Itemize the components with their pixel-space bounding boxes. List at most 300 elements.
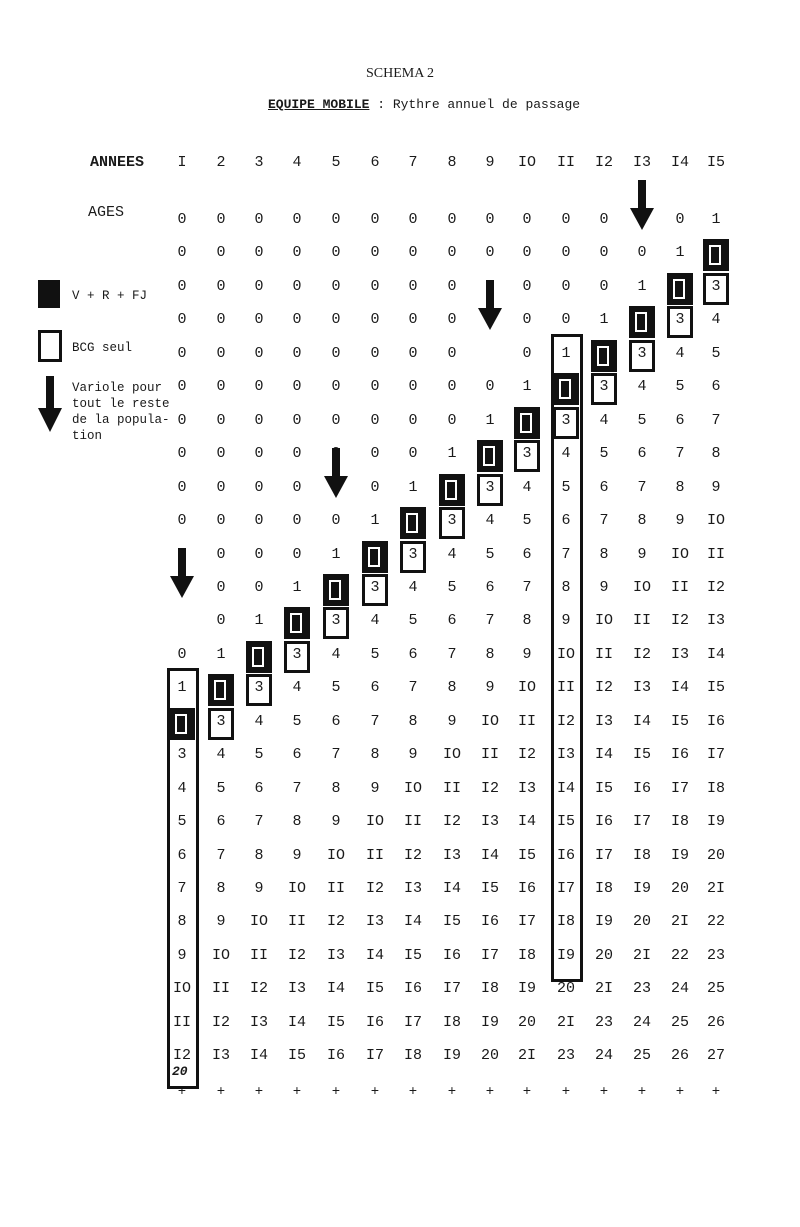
table-cell: 0 [522, 344, 532, 362]
table-cell: 26 [670, 1047, 689, 1065]
table-cell: II [326, 880, 345, 897]
table-cell: 0 [331, 211, 341, 228]
year-header-cell: 5 [331, 154, 341, 171]
table-cell: 0 [177, 645, 187, 663]
table-cell: I8 [594, 880, 613, 897]
table-cell: 20 [480, 1047, 499, 1065]
table-cell: 3 [216, 712, 226, 730]
table-cell: I6 [480, 913, 499, 931]
table-cell: 0 [216, 545, 226, 563]
table-cell: 5 [292, 712, 302, 730]
year-header-cell: 9 [485, 154, 495, 171]
table-cell: I7 [594, 846, 613, 864]
table-cell: 0 [370, 445, 380, 463]
footer-plus: + [254, 1084, 264, 1100]
table-cell: 0 [292, 277, 302, 295]
table-cell: 8 [292, 813, 302, 831]
table-cell: 9 [637, 545, 647, 563]
vrfj-mark [362, 541, 388, 573]
table-cell: 6 [216, 813, 226, 831]
table-cell: 4 [408, 578, 418, 596]
table-cell: 9 [522, 645, 532, 663]
table-cell: IO [249, 913, 268, 931]
table-cell: 5 [177, 813, 187, 831]
table-cell: 0 [408, 344, 418, 362]
table-cell: 0 [254, 478, 264, 496]
table-cell: 5 [331, 679, 341, 697]
table-cell: 4 [254, 712, 264, 730]
vrfj-mark [439, 474, 465, 506]
table-cell: II [706, 545, 725, 563]
table-cell: I5 [326, 1013, 345, 1031]
table-cell: 8 [331, 779, 341, 797]
table-cell: I4 [517, 813, 536, 831]
table-cell: 0 [485, 244, 495, 262]
table-cell: I9 [706, 813, 725, 831]
table-cell: I6 [670, 746, 689, 764]
vrfj-mark [667, 273, 693, 305]
table-cell: II [249, 946, 268, 964]
table-cell: 0 [561, 244, 571, 262]
vrfj-mark [323, 574, 349, 606]
vrfj-mark [591, 340, 617, 372]
table-cell: I6 [365, 1013, 384, 1031]
table-cell: I4 [594, 746, 613, 764]
table-cell: IO [670, 545, 689, 563]
table-cell: 5 [522, 512, 532, 530]
footer-plus: + [561, 1084, 571, 1100]
footer-plus: + [447, 1084, 457, 1100]
table-cell: 7 [216, 846, 226, 864]
table-cell: 0 [370, 478, 380, 496]
table-cell: 8 [177, 913, 187, 931]
table-cell: 25 [632, 1047, 651, 1065]
table-cell: 0 [447, 311, 457, 329]
table-cell: 0 [177, 445, 187, 463]
table-cell: 9 [675, 512, 685, 530]
table-cell: 0 [254, 344, 264, 362]
table-cell: 0 [177, 244, 187, 262]
table-cell: I9 [480, 1013, 499, 1031]
table-cell: 0 [522, 277, 532, 295]
table-cell: I4 [403, 913, 422, 931]
year-header-cell: IO [517, 154, 536, 171]
table-cell: 22 [670, 946, 689, 964]
table-cell: 2I [706, 880, 725, 897]
variole-arrow-icon [170, 548, 194, 598]
footer-plus: + [599, 1084, 609, 1100]
table-cell: I2 [632, 645, 651, 663]
table-cell: 0 [408, 445, 418, 463]
table-cell: 6 [331, 712, 341, 730]
table-cell: 6 [292, 746, 302, 764]
table-cell: 0 [254, 211, 264, 228]
table-cell: 7 [675, 445, 685, 463]
page-title: SCHEMA 2 [365, 66, 435, 81]
table-cell: I7 [632, 813, 651, 831]
table-cell: I2 [249, 980, 268, 998]
table-cell: 0 [254, 445, 264, 463]
table-cell: 2I [517, 1047, 536, 1065]
table-cell: 0 [408, 277, 418, 295]
table-cell: 9 [561, 612, 571, 630]
table-cell: I9 [670, 846, 689, 864]
table-cell: I8 [632, 846, 651, 864]
table-cell: 0 [331, 277, 341, 295]
table-cell: I5 [403, 946, 422, 964]
table-cell: I7 [517, 913, 536, 931]
table-cell: 8 [485, 645, 495, 663]
table-cell: I5 [480, 880, 499, 897]
table-cell: 0 [216, 311, 226, 329]
table-cell: 0 [292, 445, 302, 463]
table-cell: 6 [522, 545, 532, 563]
table-cell: 0 [292, 344, 302, 362]
table-cell: 5 [216, 779, 226, 797]
table-cell: 0 [408, 411, 418, 429]
year-header-cell: I4 [670, 154, 689, 171]
table-cell: 1 [292, 578, 302, 596]
legend-vrfj-label: V + R + FJ [72, 289, 148, 303]
table-cell: I2 [442, 813, 461, 831]
table-cell: 6 [711, 378, 721, 396]
table-cell: 0 [447, 211, 457, 228]
table-cell: 4 [711, 311, 721, 329]
table-cell: I4 [249, 1047, 268, 1065]
table-cell: II [594, 645, 613, 663]
table-cell: I4 [326, 980, 345, 998]
table-cell: 20 [517, 1013, 536, 1031]
table-cell: 0 [675, 211, 685, 228]
table-cell: 3 [522, 445, 532, 463]
table-cell: I7 [556, 880, 575, 897]
table-cell: 3 [599, 378, 609, 396]
table-cell: 9 [292, 846, 302, 864]
table-cell: 0 [447, 378, 457, 396]
table-cell: 7 [599, 512, 609, 530]
table-cell: I9 [517, 980, 536, 998]
table-cell: 3 [637, 344, 647, 362]
table-cell: IO [632, 578, 651, 596]
table-cell: 0 [177, 411, 187, 429]
table-cell: 0 [292, 311, 302, 329]
table-cell: II [287, 913, 306, 931]
vrfj-mark [703, 239, 729, 271]
table-cell: 8 [711, 445, 721, 463]
table-cell: I2 [365, 880, 384, 897]
table-cell: I4 [480, 846, 499, 864]
table-cell: I8 [556, 913, 575, 931]
ages-label: AGES [88, 204, 125, 221]
table-cell: 0 [599, 277, 609, 295]
table-cell: I4 [442, 880, 461, 897]
table-cell: 3 [485, 478, 495, 496]
legend-bcg-swatch [38, 330, 62, 362]
table-cell: 7 [408, 679, 418, 697]
table-cell: I3 [556, 746, 575, 764]
table-cell: 7 [637, 478, 647, 496]
table-cell: 1 [599, 311, 609, 329]
table-cell: II [211, 980, 230, 998]
table-cell: I4 [287, 1013, 306, 1031]
table-cell: IO [442, 746, 461, 764]
table-cell: I2 [211, 1013, 230, 1031]
table-cell: 6 [599, 478, 609, 496]
table-cell: 5 [254, 746, 264, 764]
vrfj-mark [514, 407, 540, 439]
table-cell: II [556, 679, 575, 697]
table-cell: 0 [177, 378, 187, 396]
table-cell: 0 [254, 512, 264, 530]
table-cell: II [670, 578, 689, 596]
table-cell: 7 [561, 545, 571, 563]
table-cell: I6 [403, 980, 422, 998]
table-cell: 0 [522, 244, 532, 262]
table-cell: 3 [561, 411, 571, 429]
table-cell: I6 [517, 880, 536, 897]
table-cell: 2I [632, 946, 651, 964]
table-cell: 0 [331, 244, 341, 262]
table-cell: 0 [447, 277, 457, 295]
table-cell: IO [706, 512, 725, 530]
table-cell: 4 [447, 545, 457, 563]
table-cell: 0 [331, 512, 341, 530]
table-cell: 0 [637, 244, 647, 262]
table-cell: 8 [254, 846, 264, 864]
table-cell: 20 [670, 880, 689, 897]
table-cell: 0 [561, 277, 571, 295]
table-cell: IO [480, 712, 499, 730]
table-cell: 23 [594, 1013, 613, 1031]
table-cell: 2I [556, 1013, 575, 1031]
table-cell: I7 [442, 980, 461, 998]
table-cell: 2I [670, 913, 689, 931]
table-cell: 0 [408, 244, 418, 262]
table-cell: 1 [561, 344, 571, 362]
vrfj-mark [284, 607, 310, 639]
footer-plus: + [331, 1084, 341, 1100]
table-cell: I5 [365, 980, 384, 998]
variole-arrow-icon [324, 448, 348, 498]
table-cell: 0 [370, 344, 380, 362]
table-cell: 0 [216, 411, 226, 429]
table-cell: 5 [447, 578, 457, 596]
table-cell: I2 [670, 612, 689, 630]
vrfj-mark [477, 440, 503, 472]
footer-plus: + [292, 1084, 302, 1100]
table-cell: 7 [292, 779, 302, 797]
vrfj-mark [246, 641, 272, 673]
table-cell: I3 [670, 645, 689, 663]
legend-bcg-label: BCG seul [72, 341, 133, 355]
table-cell: I6 [326, 1047, 345, 1065]
table-cell: 24 [632, 1013, 651, 1031]
table-cell: 26 [706, 1013, 725, 1031]
table-cell: 9 [177, 946, 187, 964]
table-cell: 3 [254, 679, 264, 697]
table-cell: 3 [408, 545, 418, 563]
table-cell: 8 [216, 880, 226, 897]
table-cell: 0 [370, 411, 380, 429]
table-cell: I9 [556, 946, 575, 964]
table-cell: 6 [447, 612, 457, 630]
table-cell: I2 [172, 1047, 191, 1065]
table-cell: 6 [485, 578, 495, 596]
table-cell: 0 [177, 512, 187, 530]
table-cell: I7 [480, 946, 499, 964]
table-cell: 27 [706, 1047, 725, 1065]
year-header-cell: 3 [254, 154, 264, 171]
table-cell: 6 [637, 445, 647, 463]
variole-arrow-icon [478, 280, 502, 330]
table-cell: 24 [594, 1047, 613, 1065]
table-cell: 0 [292, 512, 302, 530]
table-cell: 3 [370, 578, 380, 596]
table-cell: IO [556, 645, 575, 663]
footer-plus: + [711, 1084, 721, 1100]
table-cell: 0 [254, 311, 264, 329]
table-cell: 1 [637, 277, 647, 295]
table-cell: 0 [254, 244, 264, 262]
table-cell: I3 [326, 946, 345, 964]
table-cell: 7 [485, 612, 495, 630]
handwritten-note: 20 [172, 1064, 188, 1080]
table-cell: I3 [706, 612, 725, 630]
table-cell: 0 [522, 311, 532, 329]
table-cell: 4 [675, 344, 685, 362]
table-cell: 25 [670, 1013, 689, 1031]
table-cell: 0 [177, 478, 187, 496]
table-cell: I3 [211, 1047, 230, 1065]
table-cell: 4 [216, 746, 226, 764]
vrfj-mark [553, 373, 579, 405]
table-cell: IO [403, 779, 422, 797]
footer-plus: + [637, 1084, 647, 1100]
table-cell: I8 [403, 1047, 422, 1065]
vrfj-mark [169, 708, 195, 740]
vrfj-mark [400, 507, 426, 539]
table-cell: 4 [485, 512, 495, 530]
table-cell: 1 [254, 612, 264, 630]
table-cell: 0 [177, 311, 187, 329]
footer-plus: + [370, 1084, 380, 1100]
table-cell: 0 [216, 478, 226, 496]
table-cell: 0 [177, 211, 187, 228]
table-cell: 24 [670, 980, 689, 998]
table-cell: I5 [442, 913, 461, 931]
table-cell: IO [517, 679, 536, 697]
table-cell: I6 [442, 946, 461, 964]
table-cell: 4 [370, 612, 380, 630]
table-cell: 7 [254, 813, 264, 831]
table-cell: I5 [517, 846, 536, 864]
footer-plus: + [177, 1084, 187, 1100]
table-cell: 8 [447, 679, 457, 697]
table-cell: 8 [561, 578, 571, 596]
table-cell: 0 [216, 445, 226, 463]
table-cell: 3 [711, 277, 721, 295]
table-cell: II [442, 779, 461, 797]
table-cell: I5 [632, 746, 651, 764]
table-cell: 20 [556, 980, 575, 998]
table-cell: 0 [216, 244, 226, 262]
table-cell: 6 [675, 411, 685, 429]
table-cell: I4 [670, 679, 689, 697]
table-cell: 0 [292, 378, 302, 396]
table-cell: 3 [675, 311, 685, 329]
table-cell: 20 [594, 946, 613, 964]
table-cell: 0 [216, 512, 226, 530]
table-cell: I3 [442, 846, 461, 864]
table-cell: 0 [370, 378, 380, 396]
footer-plus: + [675, 1084, 685, 1100]
subtitle-text: Rythre annuel de passage [392, 97, 581, 112]
table-cell: 0 [370, 277, 380, 295]
table-cell: 1 [177, 679, 187, 697]
table-cell: 9 [408, 746, 418, 764]
table-cell: 0 [485, 211, 495, 228]
table-cell: 0 [292, 211, 302, 228]
table-cell: 8 [675, 478, 685, 496]
table-cell: I8 [517, 946, 536, 964]
table-cell: I7 [365, 1047, 384, 1065]
table-cell: 23 [706, 946, 725, 964]
table-cell: I4 [556, 779, 575, 797]
table-cell: 7 [331, 746, 341, 764]
table-cell: I7 [670, 779, 689, 797]
table-cell: 0 [254, 411, 264, 429]
legend-variole-label: Variole pour tout le reste de la popula- tion [72, 381, 170, 443]
table-cell: I2 [706, 578, 725, 596]
table-cell: I7 [706, 746, 725, 764]
year-header-cell: I [177, 154, 187, 171]
table-cell: I8 [442, 1013, 461, 1031]
footer-plus: + [522, 1084, 532, 1100]
table-cell: I2 [594, 679, 613, 697]
table-cell: 9 [216, 913, 226, 931]
year-header-cell: 6 [370, 154, 380, 171]
page-subtitle [268, 97, 580, 112]
table-cell: 5 [370, 645, 380, 663]
year-header-cell: 4 [292, 154, 302, 171]
footer-plus: + [216, 1084, 226, 1100]
table-cell: 3 [331, 612, 341, 630]
table-cell: 8 [637, 512, 647, 530]
table-cell: 9 [254, 880, 264, 897]
table-cell: 1 [675, 244, 685, 262]
table-cell: 1 [711, 211, 721, 228]
table-cell: 0 [447, 344, 457, 362]
table-cell: 0 [254, 378, 264, 396]
table-cell: 5 [561, 478, 571, 496]
table-cell: I5 [287, 1047, 306, 1065]
table-cell: 0 [254, 277, 264, 295]
table-cell: 5 [675, 378, 685, 396]
table-cell: II [365, 846, 384, 864]
table-cell: 9 [485, 679, 495, 697]
table-cell: 5 [408, 612, 418, 630]
table-cell: I8 [670, 813, 689, 831]
table-cell: 0 [254, 545, 264, 563]
legend-vrfj-swatch [38, 280, 60, 308]
table-cell: 6 [561, 512, 571, 530]
table-cell: 6 [408, 645, 418, 663]
table-cell: 0 [331, 311, 341, 329]
table-cell: 4 [177, 779, 187, 797]
table-cell: 6 [177, 846, 187, 864]
table-cell: I6 [556, 846, 575, 864]
table-cell: 9 [599, 578, 609, 596]
